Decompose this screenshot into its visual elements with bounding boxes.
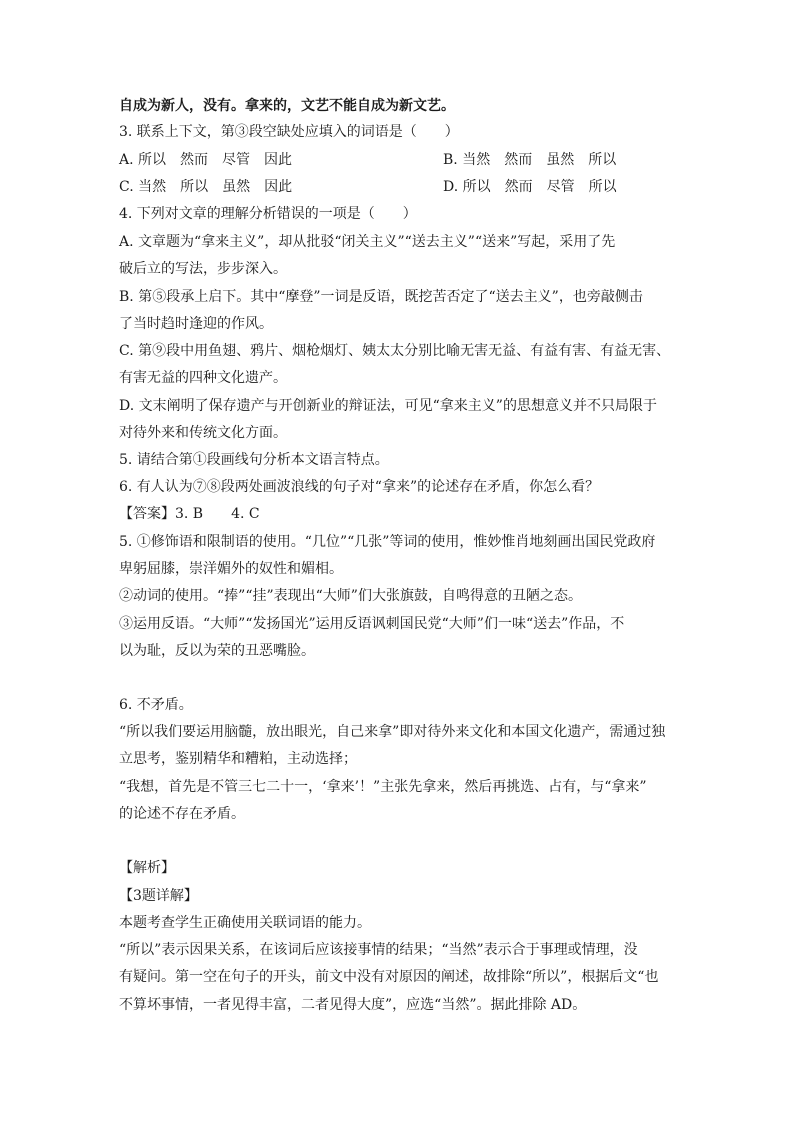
q3-detail-line-3: 不算坏事情，一者见得丰富，二者见得大度”，应选“当然”。据此排除 AD。 (119, 997, 587, 1013)
answer-5-point-3-line-2: 以为耻，反以为荣的丑恶嘴脸。 (119, 643, 315, 659)
question-6-stem: 6. 有人认为⑦⑧段两处画波浪线的句子对“拿来”的论述存在矛盾，你怎么看？ (119, 479, 600, 495)
question-4-option-c-line-1: C. 第⑨段中用鱼翅、鸦片、烟枪烟灯、姨太太分别比喻无害无益、有益有害、有益无害、 (119, 343, 671, 359)
question-4-option-a-line-2: 破后立的写法，步步深入。 (119, 261, 287, 277)
question-3-option-a: A. 所以 然而 尽管 因此 (119, 152, 293, 168)
passage-tail-line: 自成为新人，没有。拿来的，文艺不能自成为新文艺。 (119, 98, 455, 114)
question-4-option-a-line-1: A. 文章题为“拿来主义”，却从批驳“闭关主义”“送去主义”“送来”写起，采用了先 (119, 234, 616, 250)
question-4-option-d-line-2: 对待外来和传统文化方面。 (119, 425, 287, 441)
question-4-option-c-line-2: 有害无益的四种文化遗产。 (119, 370, 287, 386)
answer-6-para-2-line-2: 的论述不存在矛盾。 (119, 806, 245, 822)
question-3-option-b: B. 当然 然而 虽然 所以 (443, 152, 617, 168)
answer-6-para-1-line-2: 立思考，鉴别精华和糟粕，主动选择； (119, 751, 357, 767)
question-3-stem: 3. 联系上下文，第③段空缺处应填入的词语是（ ） (119, 124, 459, 140)
q3-detail-line-2: 有疑问。第一空在句子的开头，前文中没有对原因的阐述，故排除“所以”，根据后文“也 (119, 969, 659, 985)
question-5-stem: 5. 请结合第①段画线句分析本文语言特点。 (119, 452, 389, 468)
answer-5-point-1-line-2: 卑躬屈膝，崇洋媚外的奴性和媚相。 (119, 561, 343, 577)
question-4-stem: 4. 下列对文章的理解分析错误的一项是（ ） (119, 206, 417, 222)
answer-5-point-2: ②动词的使用。“捧”“挂”表现出“大师”们大张旗鼓，自鸣得意的丑陋之态。 (119, 588, 582, 604)
answer-heading: 【答案】3. B 4. C (119, 506, 260, 522)
question-3-option-d: D. 所以 然而 尽管 所以 (443, 179, 617, 195)
answer-6-para-2-line-1: “我想，首先是不管三七二十一，‘拿来’！”主张先拿来，然后再挑选、占有，与“拿来” (119, 779, 647, 795)
q3-detail-line-1: “所以”表示因果关系，在该词后应该接事情的结果；“当然”表示合于事理或情理，没 (119, 942, 638, 958)
question-4-option-b-line-2: 了当时趋时逢迎的作风。 (119, 316, 273, 332)
answer-6-para-1-line-1: “所以我们要运用脑髓，放出眼光，自己来拿”即对待外来文化和本国文化遗产，需通过独 (119, 724, 666, 740)
question-4-option-d-line-1: D. 文末阐明了保存遗产与开创新业的辩证法，可见“拿来主义”的思想意义并不只局限于 (119, 398, 657, 414)
q3-detail-intro: 本题考查学生正确使用关联词语的能力。 (119, 915, 371, 931)
analysis-heading: 【解析】 (119, 860, 175, 876)
answer-5-point-1-line-1: 5. ①修饰语和限制语的使用。“几位”“几张”等词的使用，惟妙惟肖地刻画出国民党政府 (119, 534, 656, 550)
answer-5-point-3-line-1: ③运用反语。“大师”“发扬国光”运用反语讽刺国民党“大师”们一味“送去”作品，不 (119, 616, 625, 632)
question-4-option-b-line-1: B. 第⑤段承上启下。其中“摩登”一词是反语，既挖苦否定了“送去主义”，也旁敲侧击 (119, 289, 643, 305)
q3-detail-heading: 【3题详解】 (119, 888, 198, 904)
answer-6-heading: 6. 不矛盾。 (119, 697, 193, 713)
question-3-option-c: C. 当然 所以 虽然 因此 (119, 179, 293, 195)
